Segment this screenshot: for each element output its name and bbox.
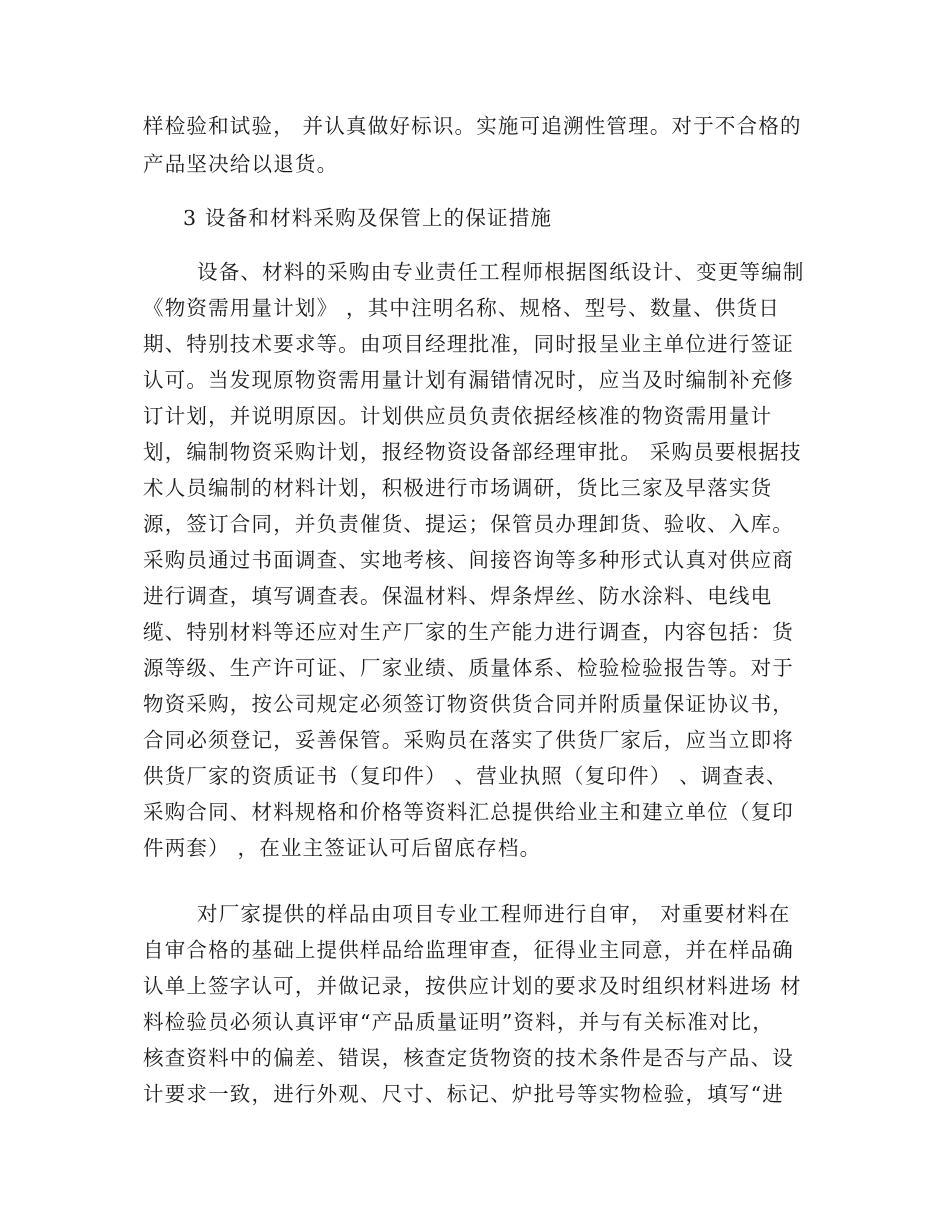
text-line: 采购合同、材料规格和价格等资料汇总提供给业主和建立单位（复印 [143, 800, 794, 824]
text-line: 源等级、生产许可证、厂家业绩、质量体系、检验检验报告等。对于 [143, 656, 794, 680]
text-line: 料检验员必须认真评审“产品质量证明”资料，并与有关标准对比， [143, 1010, 774, 1034]
text-line: 期、特别技术要求等。由项目经理批准，同时报呈业主单位进行签证 [143, 332, 794, 356]
text-line: 订计划，并说明原因。计划供应员负责依据经核准的物资需用量计 [143, 404, 773, 428]
text-line: 术人员编制的材料计划，积极进行市场调研，货比三家及早落实货 [143, 476, 773, 500]
text-line: 供货厂家的资质证书（复印件） 、营业执照（复印件） 、调查表、 [143, 764, 788, 788]
section-heading: 3 设备和材料采购及保管上的保证措施 [183, 206, 553, 230]
text-line: 件两套） ，在业主签证认可后留底存档。 [143, 836, 542, 860]
text-line: 认单上签字认可，并做记录，按供应计划的要求及时组织材料进场 材 [143, 974, 802, 998]
text-line: 设备、材料的采购由专业责任工程师根据图纸设计、变更等编制 [197, 260, 805, 284]
text-line: 认可。当发现原物资需用量计划有漏错情况时，应当及时编制补充修 [143, 368, 794, 392]
text-line: 划，编制物资采购计划，报经物资设备部经理审批。 采购员要根据技 [143, 440, 802, 464]
text-line: 样检验和试验， 并认真做好标识。实施可追溯性管理。对于不合格的 [143, 114, 802, 138]
text-line: 核查资料中的偏差、错误，核查定货物资的技术条件是否与产品、设 [143, 1046, 794, 1070]
text-line: 源，签订合同，并负责催货、提运；保管员办理卸货、验收、入库。 [143, 512, 794, 536]
text-line: 《物资需用量计划》 ，其中注明名称、规格、型号、数量、供货日 [143, 296, 781, 320]
text-line: 进行调查，填写调查表。保温材料、焊条焊丝、防水涂料、电线电 [143, 584, 773, 608]
text-line: 合同必须登记，妥善保管。采购员在落实了供货厂家后，应当立即将 [143, 728, 794, 752]
text-line: 对厂家提供的样品由项目专业工程师进行自审， 对重要材料在 [197, 902, 791, 926]
text-line: 物资采购，按公司规定必须签订物资供货合同并附质量保证协议书， [143, 692, 794, 716]
text-line: 自审合格的基础上提供样品给监理审查，征得业主同意，并在样品确 [143, 938, 794, 962]
text-line: 产品坚决给以退货。 [143, 152, 339, 176]
text-line: 缆、特别材料等还应对生产厂家的生产能力进行调查，内容包括：货 [143, 620, 794, 644]
text-line: 计要求一致，进行外观、尺寸、标记、炉批号等实物检验，填写“进 [143, 1082, 784, 1106]
text-line: 采购员通过书面调查、实地考核、间接咨询等多种形式认真对供应商 [143, 548, 794, 572]
